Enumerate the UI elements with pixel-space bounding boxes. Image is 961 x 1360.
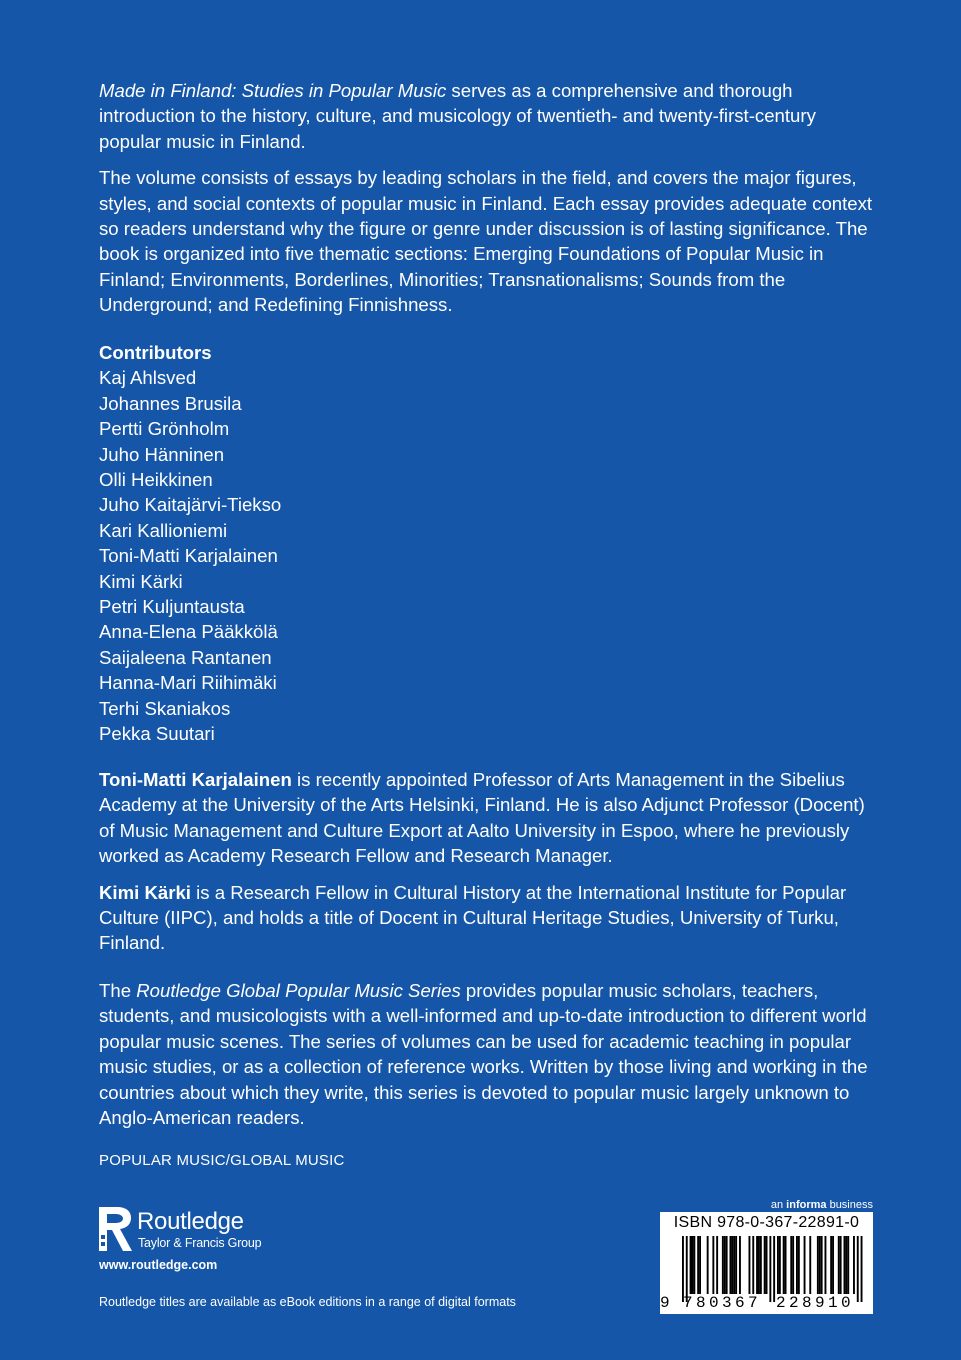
editor-name: Kimi Kärki xyxy=(99,881,191,903)
routledge-r-icon xyxy=(99,1205,133,1255)
contributor-name: Saijaleena Rantanen xyxy=(99,646,272,668)
barcode-bar xyxy=(724,1236,726,1294)
barcode-bar xyxy=(739,1236,741,1294)
editor-bio-text: is recently appointed Professor of Arts Management in the Sibelius Academy at the University of the Arts Helsinki, Finland. He is also Adjunct Professor (Docent) of Music Management and Culture Export at Aalto University in Espoo, where he previously worked as Academy Research Fellow and Research Manager. xyxy=(99,769,865,867)
barcode-bar xyxy=(693,1236,695,1294)
contributor-name: Juho Hänninen xyxy=(99,443,225,465)
barcode-bar xyxy=(847,1236,849,1294)
series-prefix: The xyxy=(99,980,137,1001)
informa-business-label xyxy=(660,1198,873,1212)
barcode-bar xyxy=(766,1236,768,1294)
contributors-section xyxy=(99,340,879,747)
contributor-name: Kaj Ahlsved xyxy=(99,367,197,389)
barcode-digit-lead: 9 xyxy=(660,1294,670,1312)
contributor-name: Pekka Suutari xyxy=(99,723,215,745)
contributors-heading: Contributors xyxy=(99,342,212,363)
contributor-name: Toni-Matti Karjalainen xyxy=(99,545,278,567)
barcode-bar xyxy=(783,1236,785,1294)
barcode-digit-left-group: 780367 xyxy=(683,1294,762,1312)
barcode-bar xyxy=(712,1236,714,1294)
description-paragraph-1 xyxy=(99,78,879,154)
barcode-bar xyxy=(760,1236,762,1294)
barcode-bar xyxy=(735,1236,737,1294)
contributor-name: Petri Kuljuntausta xyxy=(99,596,245,618)
publisher-group: Taylor & Francis Group xyxy=(138,1236,262,1250)
barcode-bar xyxy=(840,1236,842,1294)
barcode-bar xyxy=(817,1236,819,1294)
barcode-bar xyxy=(692,1236,694,1294)
barcode-digit-right-group: 228910 xyxy=(776,1294,855,1312)
editor-bio-1 xyxy=(99,767,879,869)
barcode-bar xyxy=(819,1236,821,1294)
series-title: Routledge Global Popular Music Series xyxy=(136,980,461,1001)
barcode-bar xyxy=(845,1236,847,1294)
description-paragraph-2: The volume consists of essays by leading scholars in the field, and covers the major figures, styles, and social contexts of popular music in Finland. Each essay provides adequate context so readers understand why the figure or genre under discussion is of lasting significance. The book is organized into five thematic sections: Emerging Foundations of Popular Music in Finland; Environments, Borderlines, Minorities; Transnationalisms; Sounds from the Underground; and Redefining Finnishness. xyxy=(99,167,873,316)
series-description xyxy=(99,978,879,1130)
barcode-bar xyxy=(804,1236,806,1294)
book-description xyxy=(99,78,879,318)
editor-name: Toni-Matti Karjalainen xyxy=(99,769,292,790)
barcode-bar xyxy=(821,1236,823,1294)
description-text-1: serves as a comprehensive and thorough introduction to the history, culture, and musicology of twentieth- and twenty-first-century popular music in Finland. xyxy=(99,80,816,152)
barcode-bar xyxy=(731,1236,733,1294)
barcode-bar xyxy=(699,1236,701,1294)
barcode-bar xyxy=(832,1236,834,1294)
barcode-bar xyxy=(697,1236,699,1294)
editor-bio-text: is a Research Fellow in Cultural History at the International Institute for Popular Culture (IIPC), and holds a title of Docent in Cultural Heritage Studies, University of Turku, Finland. xyxy=(99,881,847,954)
contributor-name: Kimi Kärki xyxy=(99,570,183,592)
barcode-bar xyxy=(764,1236,766,1294)
informa-prefix: an xyxy=(770,1199,787,1211)
barcode-bar xyxy=(690,1236,692,1294)
contributor-name: Pertti Grönholm xyxy=(99,418,230,440)
barcode-bar xyxy=(730,1236,732,1294)
barcode-bar xyxy=(853,1236,855,1294)
ebook-note: Routledge titles are available as eBook editions in a range of digital formats xyxy=(99,1295,516,1309)
contributor-name: Terhi Skaniakos xyxy=(99,697,231,719)
barcode-bar xyxy=(796,1236,798,1294)
publisher-website: www.routledge.com xyxy=(99,1258,218,1272)
barcode-bar xyxy=(756,1236,758,1294)
isbn-label: ISBN 978-0-367-22891-0 xyxy=(673,1214,860,1231)
series-text: provides popular music scholars, teachers, students, and musicologists with a well-informed and up-to-date introduction to different world popular music scenes. The series of volumes can be used for academic teaching in popular music studies, or as a collection of reference works. Written by those living and working in the countries about which they write, this series is devoted to popular music largely unknown to Anglo-American readers. xyxy=(99,980,868,1129)
barcode-bar xyxy=(790,1236,792,1294)
barcode-bar xyxy=(749,1236,751,1294)
barcode-bar xyxy=(716,1236,718,1294)
barcode-bar xyxy=(798,1236,800,1294)
contributor-name: Hanna-Mari Riihimäki xyxy=(99,672,277,694)
contributor-name: Olli Heikkinen xyxy=(99,469,213,491)
contributor-name: Johannes Brusila xyxy=(99,392,242,414)
contributor-name: Anna-Elena Pääkkölä xyxy=(99,621,278,643)
barcode-bar xyxy=(752,1236,754,1294)
barcode-digits xyxy=(660,1292,873,1314)
barcode-bar xyxy=(733,1236,735,1294)
editor-bio-2 xyxy=(99,880,879,956)
barcode-bar xyxy=(825,1236,827,1294)
contributor-name: Kari Kallioniemi xyxy=(99,519,228,541)
barcode-bar xyxy=(707,1236,709,1294)
barcode-bar xyxy=(777,1236,779,1294)
barcode-bar xyxy=(758,1236,760,1294)
barcode-bar xyxy=(726,1236,728,1294)
contributors-list xyxy=(99,365,879,746)
routledge-logo xyxy=(99,1205,299,1255)
barcode-bar xyxy=(722,1236,724,1294)
informa-suffix: business xyxy=(826,1199,873,1211)
book-title: Made in Finland: Studies in Popular Music xyxy=(99,80,447,101)
series-paragraph xyxy=(99,978,879,1130)
barcode-bar xyxy=(785,1236,787,1294)
publisher-name: Routledge xyxy=(137,1208,244,1235)
barcode-bar xyxy=(779,1236,781,1294)
barcode-bar xyxy=(809,1236,811,1294)
informa-brand: informa xyxy=(786,1199,827,1211)
contributor-name: Juho Kaitajärvi-Tiekso xyxy=(99,494,282,516)
barcode-bar xyxy=(838,1236,840,1294)
subject-category: POPULAR MUSIC/GLOBAL MUSIC xyxy=(99,1152,345,1169)
barcode-bar xyxy=(792,1236,794,1294)
editor-bios xyxy=(99,767,879,956)
isbn-barcode xyxy=(660,1212,873,1314)
barcode-bar xyxy=(844,1236,846,1294)
barcode-bar xyxy=(830,1236,832,1294)
